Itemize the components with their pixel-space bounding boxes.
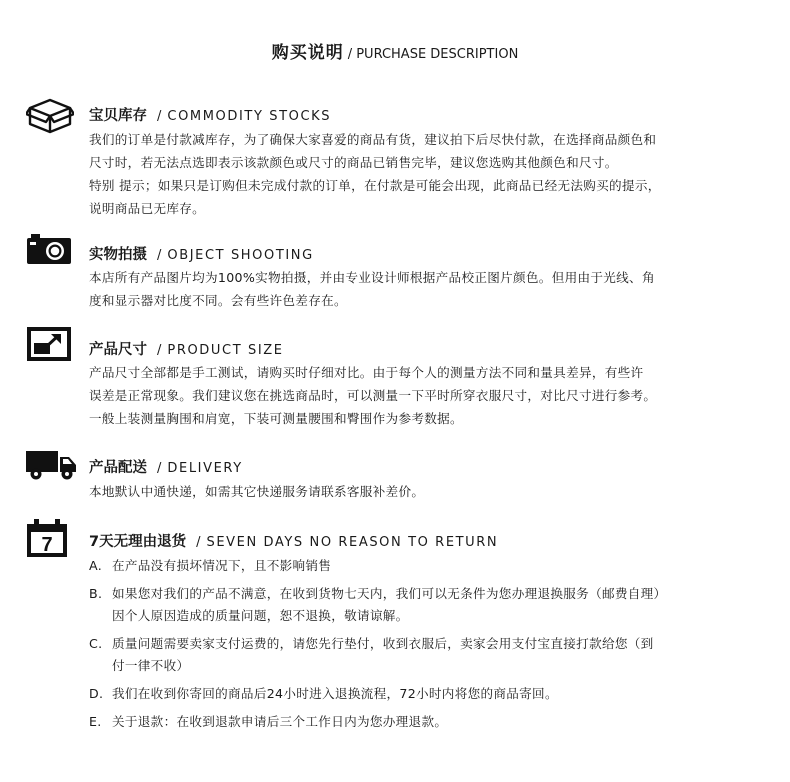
list-item-line: 质量问题需要卖家支付运费的，请您先行垫付，收到衣服后，卖家会用支付宝直接打款给您（到 <box>112 636 654 651</box>
section-title <box>89 338 284 359</box>
section-title-zh: 产品配送 <box>89 460 147 476</box>
list-item <box>89 555 779 577</box>
list-marker: C. <box>89 636 103 651</box>
section-title-en: PRODUCT SIZE <box>167 343 284 358</box>
title-separator: / <box>157 109 162 124</box>
section-body <box>89 128 779 220</box>
title-separator: / <box>157 461 162 476</box>
section-title-zh: 7天无理由退货 <box>89 534 187 550</box>
body-line: 误差是正常现象。我们建议您在挑选商品时，可以测量一下平时所穿衣服尺寸，对比尺寸进行参考。 <box>89 388 657 403</box>
list-marker: A. <box>89 558 102 573</box>
list-item <box>89 711 779 733</box>
page-title-en: / PURCHASE DESCRIPTION <box>347 47 519 62</box>
title-separator: / <box>196 535 201 550</box>
list-item-line: 因个人原因造成的质量问题，恕不退换，敬请谅解。 <box>112 608 409 623</box>
section-title <box>89 456 243 477</box>
section-title <box>89 243 314 264</box>
list-item-line: 关于退款：在收到退款申请后三个工作日内为您办理退款。 <box>112 714 448 729</box>
calendar-day-number: 7 <box>41 534 53 556</box>
list-item <box>89 583 779 627</box>
list-item-line: 我们在收到你寄回的商品后24小时进入退换流程，72小时内将您的商品寄回。 <box>112 686 558 701</box>
body-line: 本店所有产品图片均为100%实物拍摄，并由专业设计师根据产品校正图片颜色。但用由于光线、角 <box>89 270 655 285</box>
page-title <box>0 38 790 63</box>
list-item <box>89 633 779 677</box>
body-line: 我们的订单是付款减库存，为了确保大家喜爱的商品有货，建议拍下后尽快付款，在选择商品颜色和 <box>89 132 657 147</box>
section-title-en: SEVEN DAYS NO REASON TO RETURN <box>206 535 499 550</box>
title-separator: / <box>157 248 162 263</box>
section-title-en: COMMODITY STOCKS <box>167 109 332 124</box>
list-item-line: 付一律不收） <box>112 658 190 673</box>
body-line: 产品尺寸全部都是手工测试，请购买时仔细对比。由于每个人的测量方法不同和量具差异，有些许 <box>89 365 644 380</box>
list-item-line: 如果您对我们的产品不满意，在收到货物七天内，我们可以无条件为您办理退换服务（邮费自理） <box>112 586 667 601</box>
calendar-7-icon <box>26 519 72 559</box>
page-title-zh: 购买说明 <box>271 43 344 63</box>
list-marker: E. <box>89 714 102 729</box>
body-line: 尺寸时，若无法点选即表示该款颜色或尺寸的商品已销售完毕，建议您选购其他颜色和尺寸。 <box>89 155 618 170</box>
section-title-zh: 产品尺寸 <box>89 342 147 358</box>
list-item-line: 在产品没有损坏情况下，且不影响销售 <box>112 558 332 573</box>
section-title-en: OBJECT SHOOTING <box>167 248 314 263</box>
body-line: 说明商品已无库存。 <box>89 201 206 216</box>
return-policy-list <box>89 555 779 733</box>
section-title-zh: 实物拍摄 <box>89 247 147 263</box>
section-title-zh: 宝贝库存 <box>89 108 147 124</box>
section-title <box>89 530 498 551</box>
box-icon <box>26 96 74 134</box>
section-body <box>89 361 779 430</box>
body-line: 特别 提示；如果只是订购但未完成付款的订单，在付款是可能会出现，此商品已经无法购买的提示， <box>89 178 661 193</box>
section-title <box>89 104 331 125</box>
list-item <box>89 683 779 705</box>
truck-icon <box>26 450 78 480</box>
body-line: 一般上装测量胸围和肩宽，下装可测量腰围和臀围作为参考数据。 <box>89 411 463 426</box>
resize-icon <box>26 326 72 362</box>
section-title-en: DELIVERY <box>167 461 243 476</box>
title-separator: / <box>157 343 162 358</box>
body-line: 度和显示器对比度不同。会有些许色差存在。 <box>89 293 347 308</box>
list-marker: D. <box>89 686 104 701</box>
list-marker: B. <box>89 586 103 601</box>
camera-icon <box>26 233 72 265</box>
section-body <box>89 480 779 503</box>
body-line: 本地默认中通快递，如需其它快递服务请联系客服补差价。 <box>89 484 425 499</box>
section-body <box>89 266 779 312</box>
